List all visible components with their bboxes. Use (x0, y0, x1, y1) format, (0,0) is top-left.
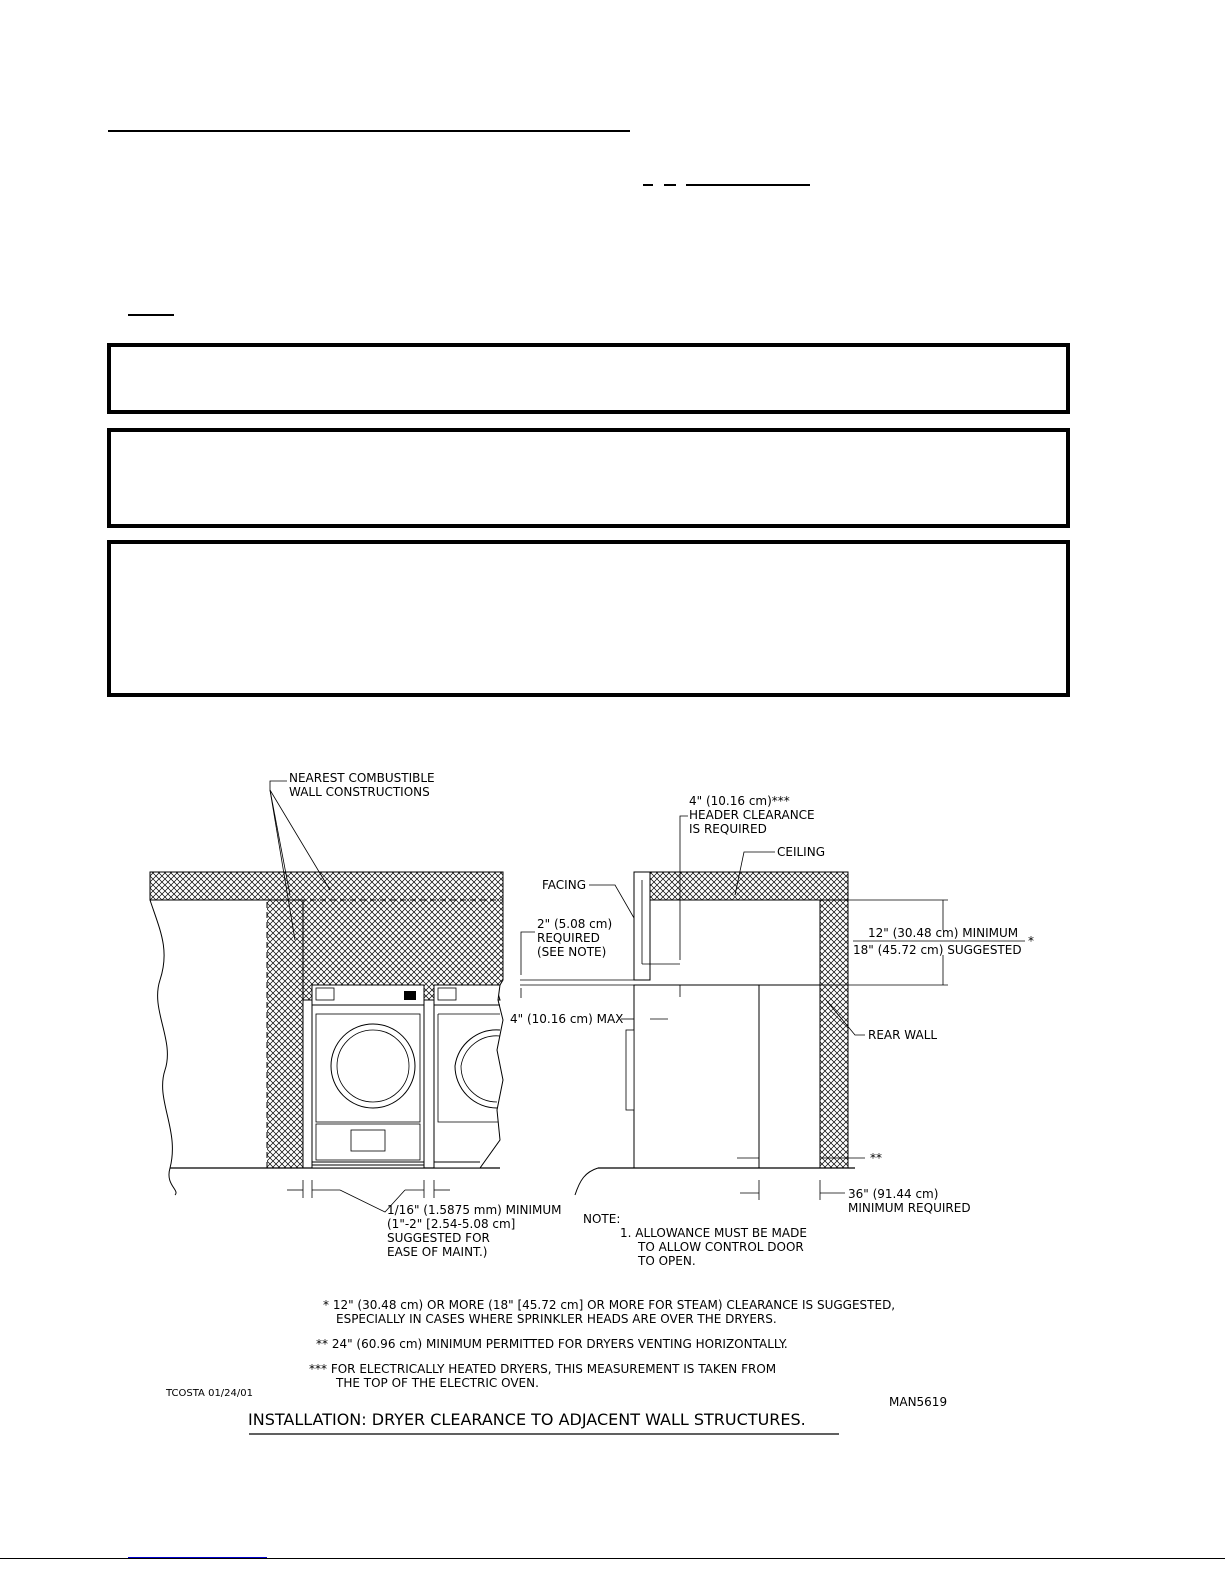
ceiling-hatch-left (150, 872, 503, 1000)
footer-rule (0, 1558, 1225, 1559)
required-label-3: (SEE NOTE) (537, 945, 607, 959)
footnote-1a: * 12" (30.48 cm) OR MORE (18" [45.72 cm] OR MORE FOR STEAM) CLEARANCE IS SUGGESTED, (323, 1298, 896, 1312)
required-label-1: 2" (5.08 cm) (537, 917, 613, 931)
dryer-side (634, 985, 759, 1168)
combustible-label-1: NEAREST COMBUSTIBLE (289, 771, 435, 785)
break-line-left (150, 900, 176, 1195)
max-label: 4" (10.16 cm) MAX (510, 1012, 624, 1026)
min-12-label: 12" (30.48 cm) MINIMUM (868, 926, 1019, 940)
footnote-1b: ESPECIALLY IN CASES WHERE SPRINKLER HEADS ARE OVER THE DRYERS. (336, 1312, 777, 1326)
facing-label: FACING (542, 878, 586, 892)
dryer-front-2 (434, 985, 503, 1168)
diagram-caption: INSTALLATION: DRYER CLEARANCE TO ADJACENT WALL STRUCTURES. (248, 1410, 806, 1429)
drafter-stamp: TCOSTA 01/24/01 (166, 1388, 253, 1399)
rear-36-label-1: 36" (91.44 cm) (848, 1187, 939, 1201)
header-label-3: IS REQUIRED (689, 822, 767, 836)
gap-label-2: (1"-2" [2.54-5.08 cm] (387, 1217, 516, 1231)
required-label-2: REQUIRED (537, 931, 600, 945)
gap-label-3: SUGGESTED FOR (387, 1231, 490, 1245)
note-line-3: TO OPEN. (638, 1254, 696, 1268)
footnote-3b: THE TOP OF THE ELECTRIC OVEN. (336, 1376, 539, 1390)
drawing-code: MAN5619 (889, 1395, 948, 1409)
gap-label-4: EASE OF MAINT.) (387, 1245, 488, 1259)
footnotes (165, 1298, 947, 1434)
note-title: NOTE: (583, 1212, 621, 1226)
left-wall-hatch (267, 900, 303, 1168)
sug-18-label: 18" (45.72 cm) SUGGESTED (853, 943, 1022, 957)
gap-label-1: 1/16" (1.5875 mm) MINIMUM (387, 1203, 562, 1217)
rear-36-label-2: MINIMUM REQUIRED (848, 1201, 971, 1215)
header-label-1: 4" (10.16 cm)*** (689, 794, 790, 808)
footer-link-underline (128, 1557, 267, 1558)
double-star-label: ** (870, 1151, 882, 1165)
front-view (150, 771, 562, 1259)
note-line-1: 1. ALLOWANCE MUST BE MADE (620, 1226, 807, 1240)
header-label-2: HEADER CLEARANCE (689, 808, 815, 822)
note-line-2: TO ALLOW CONTROL DOOR (638, 1240, 804, 1254)
footnote-2: ** 24" (60.96 cm) MINIMUM PERMITTED FOR DRYERS VENTING HORIZONTALLY. (316, 1337, 788, 1351)
dryer-front-1 (312, 985, 424, 1168)
rear-wall-hatch (820, 900, 848, 1168)
rear-wall-label: REAR WALL (868, 1028, 938, 1042)
footnote-3a: *** FOR ELECTRICALLY HEATED DRYERS, THIS MEASUREMENT IS TAKEN FROM (309, 1362, 777, 1376)
ceiling-label: CEILING (777, 845, 825, 859)
side-view (510, 794, 1034, 1268)
star-mark: * (1028, 934, 1034, 948)
combustible-label-2: WALL CONSTRUCTIONS (289, 785, 430, 799)
